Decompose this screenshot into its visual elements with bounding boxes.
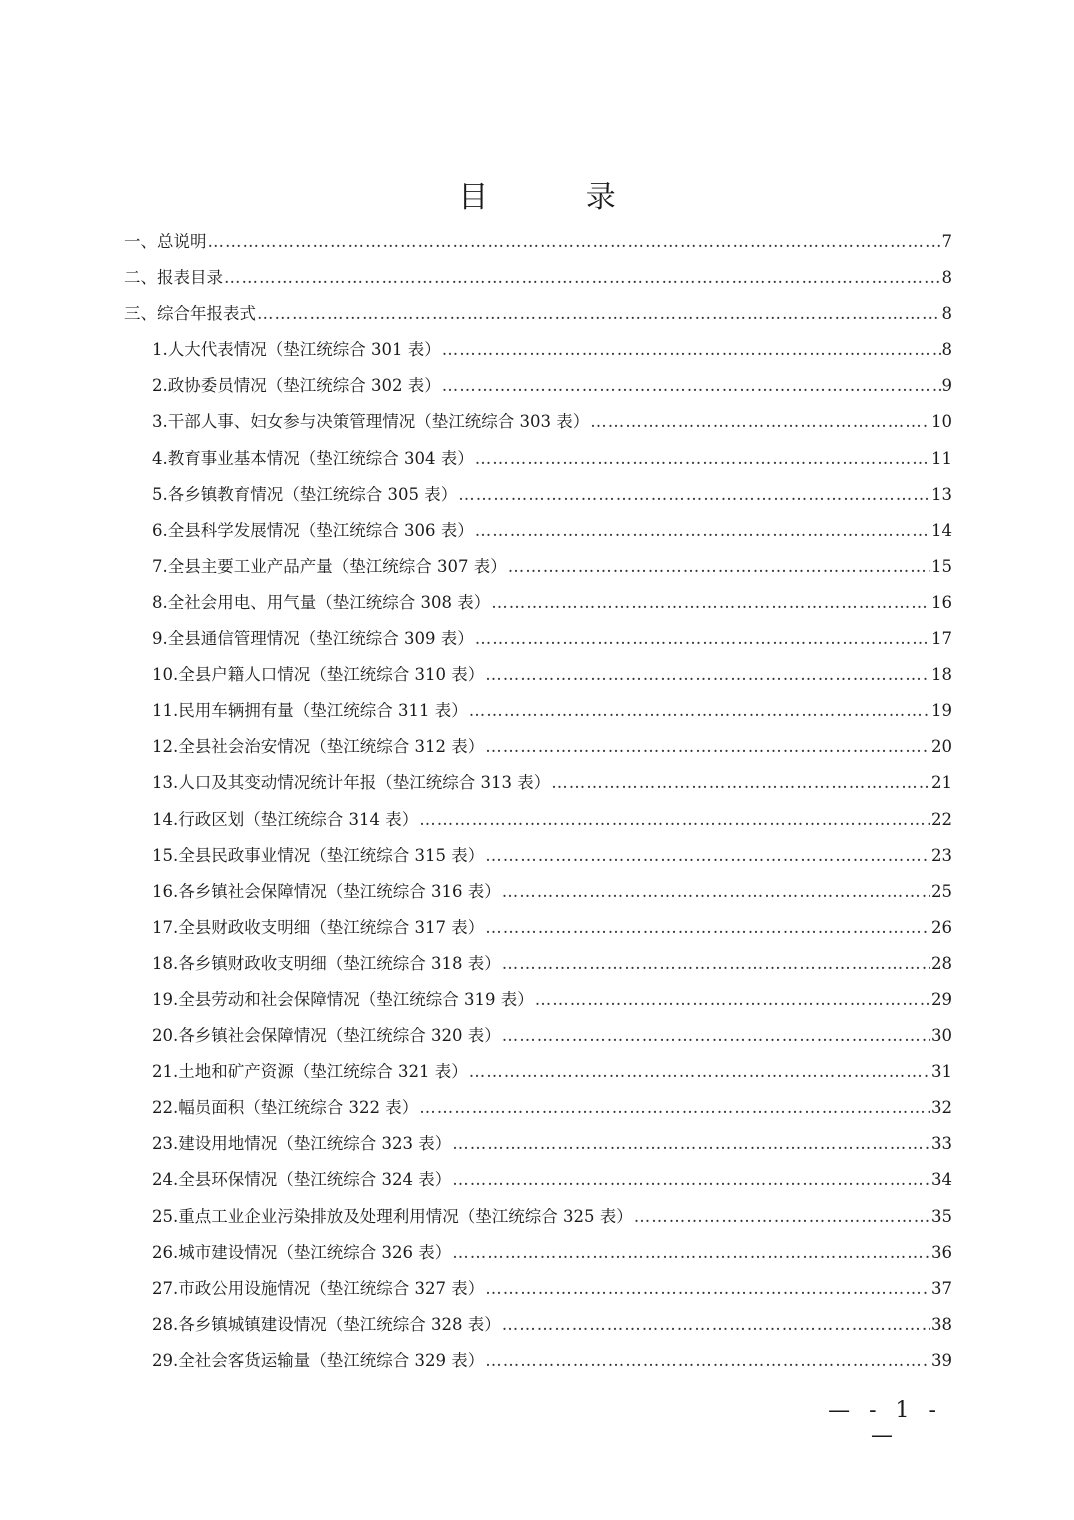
toc-entry-page-number: 35	[931, 1206, 952, 1226]
toc-entry-label: 11.民用车辆拥有量（垫江统综合 311 表）	[152, 701, 468, 721]
toc-entry-page-number: 14	[931, 520, 952, 540]
toc-entry[interactable]	[124, 765, 952, 801]
toc-dot-leader	[491, 585, 930, 621]
toc-entry-page-number: 26	[931, 917, 952, 937]
toc-dot-leader	[551, 765, 930, 801]
table-of-contents	[124, 224, 952, 1379]
toc-entry[interactable]	[124, 1126, 952, 1162]
toc-dot-leader	[458, 477, 930, 513]
toc-entry-page-number: 32	[931, 1098, 952, 1118]
toc-dot-leader	[419, 1090, 930, 1126]
toc-entry-page-number: 39	[931, 1350, 952, 1370]
toc-entry[interactable]	[124, 404, 952, 440]
toc-entry[interactable]	[124, 1271, 952, 1307]
toc-entry-label: 27.市政公用设施情况（垫江统综合 327 表）	[152, 1278, 485, 1298]
toc-entry[interactable]	[124, 621, 952, 657]
toc-entry-label: 18.各乡镇财政收支明细（垫江统综合 318 表）	[152, 953, 501, 973]
toc-entry-label: 24.全县环保情况（垫江统综合 324 表）	[152, 1170, 452, 1190]
toc-dot-leader	[475, 621, 930, 657]
toc-dot-leader	[508, 549, 930, 585]
toc-entry-label: 29.全社会客货运输量（垫江统综合 329 表）	[152, 1350, 485, 1370]
toc-entry-page-number: 28	[931, 953, 952, 973]
toc-entry[interactable]	[124, 657, 952, 693]
toc-entry-page-number: 30	[931, 1026, 952, 1046]
toc-dot-leader	[485, 657, 930, 693]
toc-entry[interactable]	[124, 224, 952, 260]
footer-page-number: — - 1 - —	[828, 1398, 942, 1448]
toc-entry[interactable]	[124, 513, 952, 549]
toc-dot-leader	[224, 260, 941, 296]
toc-entry[interactable]	[124, 585, 952, 621]
toc-dot-leader	[475, 513, 930, 549]
toc-entry-label: 15.全县民政事业情况（垫江统综合 315 表）	[152, 845, 485, 865]
toc-entry-page-number: 19	[931, 701, 952, 721]
toc-entry-page-number: 34	[931, 1170, 952, 1190]
toc-entry-label: 22.幅员面积（垫江统综合 322 表）	[152, 1098, 419, 1118]
toc-entry-label: 12.全县社会治安情况（垫江统综合 312 表）	[152, 737, 485, 757]
toc-dot-leader	[442, 332, 941, 368]
toc-dot-leader	[452, 1235, 930, 1271]
toc-entry-page-number: 17	[931, 629, 952, 649]
toc-entry[interactable]	[124, 1199, 952, 1235]
toc-entry-label: 8.全社会用电、用气量（垫江统综合 308 表）	[152, 592, 491, 612]
toc-entry[interactable]	[124, 549, 952, 585]
toc-entry-page-number: 36	[931, 1242, 952, 1262]
toc-entry-label: 21.土地和矿产资源（垫江统综合 321 表）	[152, 1062, 468, 1082]
toc-entry[interactable]	[124, 332, 952, 368]
toc-dot-leader	[535, 982, 930, 1018]
toc-entry[interactable]	[124, 1162, 952, 1198]
toc-dot-leader	[590, 404, 930, 440]
toc-entry-label: 14.行政区划（垫江统综合 314 表）	[152, 809, 419, 829]
toc-dot-leader	[442, 368, 941, 404]
toc-entry-page-number: 37	[931, 1278, 952, 1298]
toc-dot-leader	[419, 802, 930, 838]
toc-entry-page-number: 7	[941, 232, 952, 251]
toc-entry[interactable]	[124, 1235, 952, 1271]
toc-dot-leader	[485, 910, 930, 946]
toc-entry-label: 20.各乡镇社会保障情况（垫江统综合 320 表）	[152, 1026, 501, 1046]
toc-dot-leader	[208, 224, 941, 260]
toc-entry[interactable]	[124, 441, 952, 477]
toc-dot-leader	[469, 693, 930, 729]
toc-entry[interactable]	[124, 1343, 952, 1379]
toc-dot-leader	[502, 1018, 930, 1054]
toc-entry-label: 28.各乡镇城镇建设情况（垫江统综合 328 表）	[152, 1314, 501, 1334]
toc-entry[interactable]	[124, 368, 952, 404]
toc-entry-page-number: 15	[931, 556, 952, 576]
toc-entry[interactable]	[124, 1307, 952, 1343]
toc-entry-label: 13.人口及其变动情况统计年报（垫江统综合 313 表）	[152, 773, 551, 793]
toc-entry[interactable]	[124, 296, 952, 332]
toc-entry-label: 三、综合年报表式	[124, 304, 256, 324]
toc-entry-page-number: 10	[931, 412, 952, 432]
toc-entry-page-number: 29	[931, 989, 952, 1009]
toc-dot-leader	[485, 729, 930, 765]
toc-dot-leader	[485, 1343, 930, 1379]
toc-entry[interactable]	[124, 260, 952, 296]
toc-entry[interactable]	[124, 1054, 952, 1090]
toc-entry-label: 10.全县户籍人口情况（垫江统综合 310 表）	[152, 665, 485, 685]
toc-dot-leader	[452, 1162, 930, 1198]
toc-entry-label: 1.人大代表情况（垫江统综合 301 表）	[152, 340, 441, 360]
toc-entry[interactable]	[124, 982, 952, 1018]
toc-entry-page-number: 13	[931, 484, 952, 504]
toc-dot-leader	[485, 838, 930, 874]
toc-entry-label: 26.城市建设情况（垫江统综合 326 表）	[152, 1242, 452, 1262]
toc-entry-label: 2.政协委员情况（垫江统综合 302 表）	[152, 376, 441, 396]
toc-entry-page-number: 20	[931, 737, 952, 757]
toc-entry[interactable]	[124, 874, 952, 910]
toc-entry-label: 3.干部人事、妇女参与决策管理情况（垫江统综合 303 表）	[152, 412, 590, 432]
toc-entry[interactable]	[124, 802, 952, 838]
toc-entry[interactable]	[124, 946, 952, 982]
toc-entry-page-number: 8	[941, 340, 952, 360]
toc-entry[interactable]	[124, 910, 952, 946]
toc-entry-label: 9.全县通信管理情况（垫江统综合 309 表）	[152, 629, 474, 649]
toc-entry-label: 17.全县财政收支明细（垫江统综合 317 表）	[152, 917, 485, 937]
toc-dot-leader	[485, 1271, 930, 1307]
toc-entry[interactable]	[124, 1018, 952, 1054]
toc-dot-leader	[634, 1199, 930, 1235]
toc-entry[interactable]	[124, 729, 952, 765]
toc-entry-label: 25.重点工业企业污染排放及处理利用情况（垫江统综合 325 表）	[152, 1206, 633, 1226]
toc-entry-page-number: 11	[931, 448, 952, 468]
toc-dot-leader	[257, 296, 941, 332]
toc-entry[interactable]	[124, 1090, 952, 1126]
toc-entry-label: 一、总说明	[124, 232, 207, 251]
page-title: 目 录	[458, 180, 660, 216]
toc-entry-label: 二、报表目录	[124, 268, 223, 288]
toc-entry-label: 5.各乡镇教育情况（垫江统综合 305 表）	[152, 484, 458, 504]
toc-entry-page-number: 18	[931, 665, 952, 685]
toc-dot-leader	[502, 874, 930, 910]
toc-entry[interactable]	[124, 693, 952, 729]
toc-entry-page-number: 16	[931, 592, 952, 612]
toc-entry-label: 16.各乡镇社会保障情况（垫江统综合 316 表）	[152, 881, 501, 901]
toc-entry-page-number: 8	[941, 304, 952, 324]
toc-entry-page-number: 23	[931, 845, 952, 865]
toc-entry-page-number: 21	[931, 773, 952, 793]
toc-entry-label: 4.教育事业基本情况（垫江统综合 304 表）	[152, 448, 474, 468]
toc-entry-page-number: 25	[931, 881, 952, 901]
toc-entry-label: 6.全县科学发展情况（垫江统综合 306 表）	[152, 520, 474, 540]
toc-dot-leader	[475, 441, 930, 477]
toc-entry-label: 19.全县劳动和社会保障情况（垫江统综合 319 表）	[152, 989, 534, 1009]
toc-dot-leader	[502, 946, 930, 982]
toc-entry-label: 23.建设用地情况（垫江统综合 323 表）	[152, 1134, 452, 1154]
toc-entry-label: 7.全县主要工业产品产量（垫江统综合 307 表）	[152, 556, 507, 576]
toc-dot-leader	[502, 1307, 930, 1343]
toc-entry-page-number: 8	[941, 268, 952, 288]
toc-entry-page-number: 22	[931, 809, 952, 829]
toc-entry-page-number: 9	[941, 376, 952, 396]
toc-entry[interactable]	[124, 838, 952, 874]
toc-dot-leader	[452, 1126, 930, 1162]
toc-entry-page-number: 33	[931, 1134, 952, 1154]
toc-entry-page-number: 38	[931, 1314, 952, 1334]
toc-dot-leader	[469, 1054, 930, 1090]
toc-entry[interactable]	[124, 477, 952, 513]
toc-entry-page-number: 31	[931, 1062, 952, 1082]
